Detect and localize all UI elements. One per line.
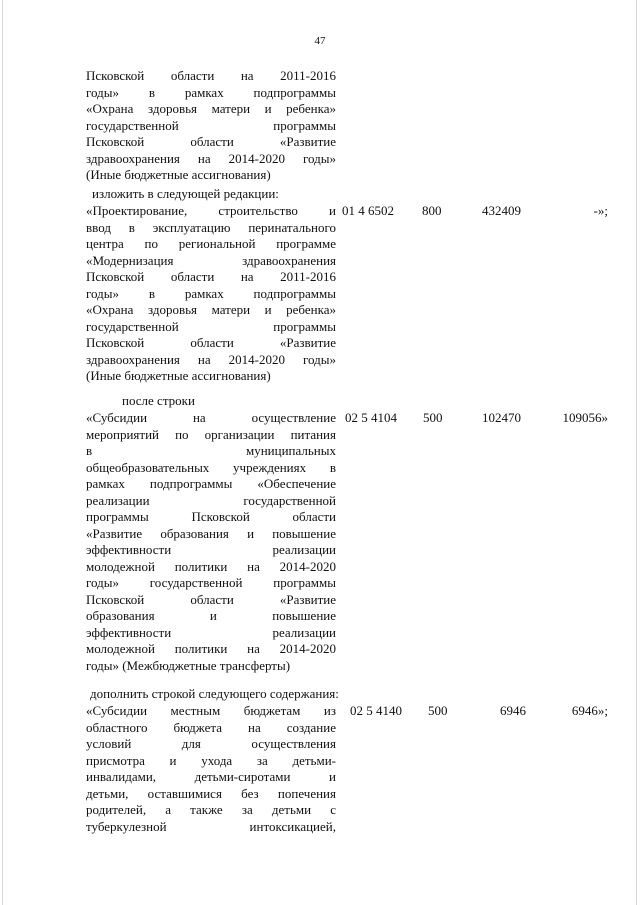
text-line: эффективности реализации (86, 542, 336, 557)
text-line: областного бюджета на создание (86, 719, 336, 735)
text-line: рамках подпрограммы «Обеспечение (86, 476, 336, 491)
text-line: программы Псковской области (86, 509, 336, 524)
row-2-type: 500 (423, 410, 443, 425)
text-line: здравоохранения на 2014-2020 годы» (86, 150, 336, 166)
text-line: «Охрана здоровья матери и ребенка» (86, 302, 336, 317)
text-line: годы» государственной программы (86, 575, 336, 590)
text-line: Псковской области на 2011-2016 (86, 68, 336, 83)
text-line: реализации государственной (86, 492, 336, 508)
text-line: годы» в рамках подпрограммы (86, 84, 336, 100)
instruction-note: после строки (122, 393, 195, 408)
row-2-sum-1: 102470 (482, 410, 521, 425)
text-line: государственной программы (86, 117, 336, 133)
row-3-code: 02 5 4140 (350, 703, 402, 718)
text-line: «Охрана здоровья матери и ребенка» (86, 101, 336, 116)
text-line: мероприятий по организации питания (86, 426, 336, 442)
text-line: условий для осуществления (86, 736, 336, 751)
text-line: «Субсидии местным бюджетам из (86, 703, 336, 718)
row-1-sum-1: 432409 (482, 203, 521, 218)
top-text-block (86, 68, 336, 184)
text-line: общеобразовательных учреждениях в (86, 459, 336, 475)
row-2-sum-2: 109056» (562, 410, 608, 425)
row-2-description (86, 410, 336, 674)
text-line: присмотра и ухода за детьми- (86, 752, 336, 768)
text-line: «Проектирование, строительство и (86, 203, 336, 218)
text-line: молодежной политики на 2014-2020 (86, 558, 336, 574)
instruction-note: изложить в следующей редакции: (92, 186, 279, 201)
row-3-sum-1: 6946 (500, 703, 526, 718)
row-3-description (86, 703, 336, 835)
text-line: молодежной политики на 2014-2020 (86, 641, 336, 656)
right-scan-edge (636, 0, 637, 905)
row-1-code: 01 4 6502 (342, 203, 394, 218)
instruction-note: дополнить строкой следующего содержания: (90, 686, 339, 701)
text-line: Псковской области «Развитие (86, 134, 336, 149)
text-line: ввод в эксплуатацию перинатального (86, 219, 336, 235)
text-line: (Иные бюджетные ассигнования) (86, 368, 271, 383)
text-line: центра по региональной программе (86, 236, 336, 251)
text-line: образования и повышение (86, 608, 336, 623)
text-line: годы» (Межбюджетные трансферты) (86, 657, 291, 673)
text-line: детьми, оставшимися без попечения (86, 785, 336, 801)
left-scan-edge (2, 0, 3, 905)
text-line: «Развитие образования и повышение (86, 525, 336, 541)
text-line: Псковской области на 2011-2016 (86, 269, 336, 284)
text-line: здравоохранения на 2014-2020 годы» (86, 351, 336, 367)
row-2-code: 02 5 4104 (345, 410, 397, 425)
text-line: Псковской области «Развитие (86, 335, 336, 350)
row-1-description (86, 203, 336, 385)
text-line: годы» в рамках подпрограммы (86, 285, 336, 301)
page-number: 47 (314, 35, 326, 47)
text-line: в муниципальных (86, 443, 336, 458)
text-line: «Субсидии на осуществление (86, 410, 336, 425)
text-line: государственной программы (86, 318, 336, 334)
text-line: инвалидами, детьми-сиротами и (86, 769, 336, 784)
text-line: туберкулезной интоксикацией, (86, 818, 336, 834)
text-line: (Иные бюджетные ассигнования) (86, 167, 271, 182)
text-line: эффективности реализации (86, 624, 336, 640)
row-1-sum-2: -»; (593, 203, 608, 218)
row-3-type: 500 (428, 703, 448, 718)
row-3-sum-2: 6946»; (571, 703, 608, 718)
text-line: родителей, а также за детьми с (86, 802, 336, 817)
row-1-type: 800 (422, 203, 442, 218)
text-line: Псковской области «Развитие (86, 591, 336, 607)
text-line: «Модернизация здравоохранения (86, 252, 336, 268)
